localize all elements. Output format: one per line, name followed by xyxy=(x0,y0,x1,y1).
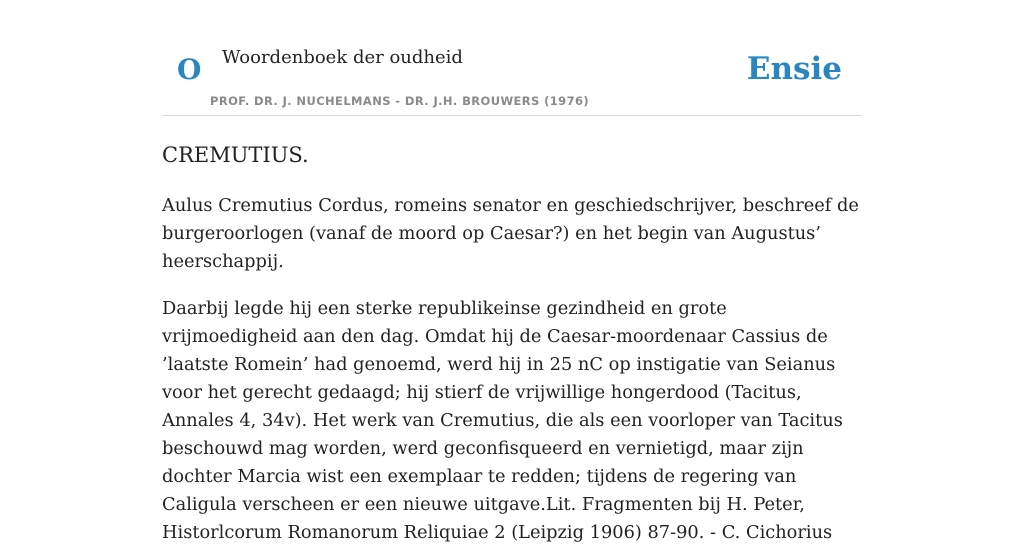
page-container xyxy=(162,0,862,547)
book-authors: PROF. DR. J. NUCHELMANS - DR. J.H. BROUWERS (1976) xyxy=(210,94,590,108)
index-letter[interactable]: O xyxy=(177,53,202,86)
brand-logo[interactable]: Ensie xyxy=(746,51,842,87)
entry-paragraph: Aulus Cremutius Cordus, romeins senator en geschiedschrijver, beschreef de burgeroorlogen (vanaf de moord op Caesar?) en het begin van Augustus’ heerschappij. xyxy=(162,195,859,272)
header xyxy=(162,0,862,116)
book-title[interactable]: Woordenboek der oudheid xyxy=(222,47,463,68)
entry-title: CREMUTIUS. xyxy=(162,143,309,167)
entry-paragraph: Daarbij legde hij een sterke republikeinse gezindheid en grote vrijmoedigheid aan den dag. Omdat hij de Caesar-moordenaar Cassius de ’laatste Romein’ had genoemd, werd hij in 25 nC op instigatie van Seianus voor het gerecht gedaagd; hij stierf de vrijwillige hongerdood (Tacitus, Annales 4, 34v). Het werk van Cremutius, die als een voorloper van Tacitus beschouwd mag worden, werd geconfisqueerd en vernietigd, maar zijn dochter Marcia wist een exemplaar te redden; tijdens de regering van Caligula verscheen er een nieuwe uitgave.Lit. Fragmenten bij H. Peter, Historlcorum Romanorum Reliquiae 2 (Leipzig 1906) 87-90. - C. Cichorius xyxy=(162,298,843,543)
